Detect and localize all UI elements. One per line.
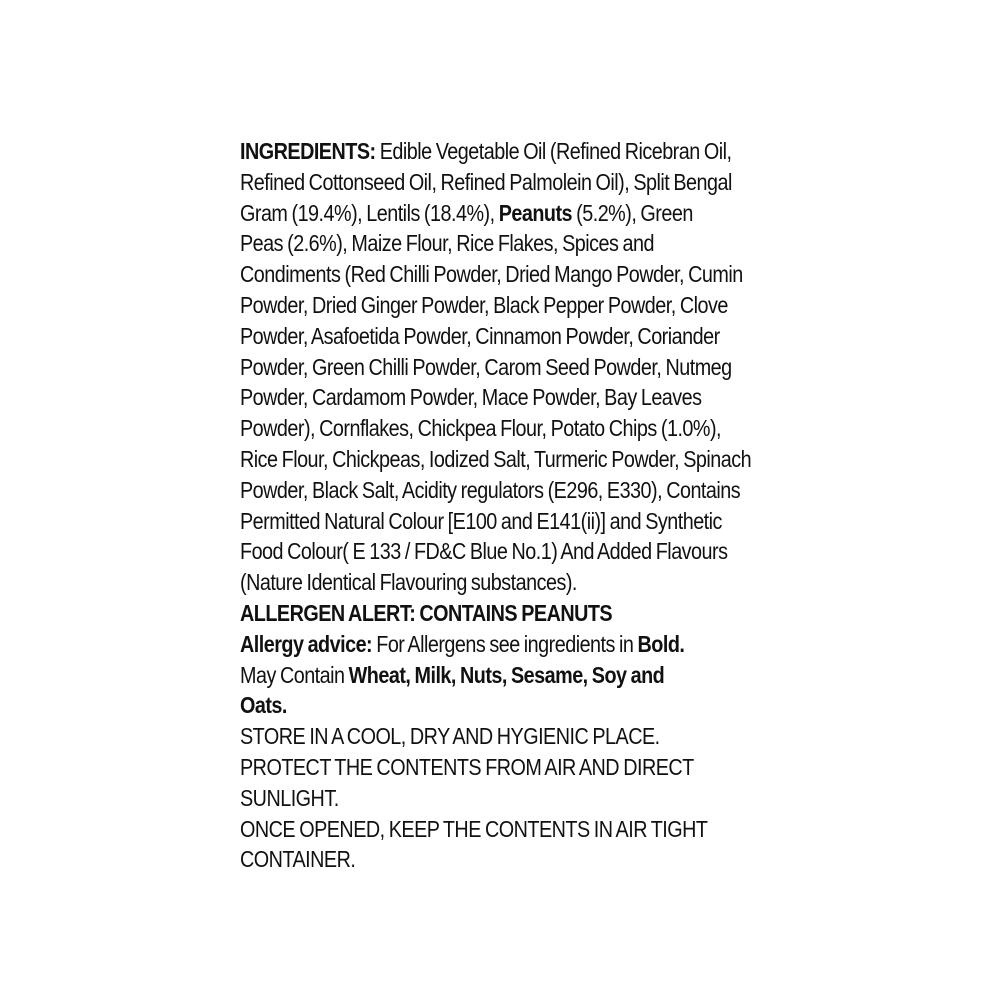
ingredients-line: Gram (19.4%), Lentils (18.4%), Peanuts (5.2%), Green (240, 199, 693, 226)
storage-line: SUNLIGHT. (240, 784, 339, 811)
ingredients-line: Peas (2.6%), Maize Flour, Rice Flakes, Spices and (240, 230, 654, 257)
ingredients-line: Food Colour( E 133 / FD&C Blue No.1) And Added Flavours (240, 538, 728, 565)
peanuts-bold: Peanuts (498, 199, 573, 226)
ingredients-label (240, 136, 752, 875)
allergy-advice: Allergy advice: For Allergens see ingredients in Bold. (240, 630, 685, 657)
may-contain-continued: Oats. (240, 692, 287, 719)
allergen-alert: ALLERGEN ALERT: CONTAINS PEANUTS (240, 599, 613, 626)
ingredients-line: Powder, Green Chilli Powder, Carom Seed Powder, Nutmeg (240, 353, 732, 380)
storage-line: PROTECT THE CONTENTS FROM AIR AND DIRECT (240, 753, 694, 780)
ingredients-line: INGREDIENTS: Edible Vegetable Oil (Refined Ricebran Oil, (240, 138, 732, 164)
ingredients-line: Powder, Cardamom Powder, Mace Powder, Bay Leaves (240, 384, 702, 411)
ingredients-line: Permitted Natural Colour [E100 and E141(ii)] and Synthetic (240, 507, 722, 534)
ingredients-line: Powder, Asafoetida Powder, Cinnamon Powder, Coriander (240, 322, 720, 349)
storage-line: ONCE OPENED, KEEP THE CONTENTS IN AIR TIGHT (240, 815, 708, 842)
ingredients-line: Rice Flour, Chickpeas, Iodized Salt, Turmeric Powder, Spinach (240, 445, 752, 472)
ingredients-heading: INGREDIENTS: (240, 138, 376, 164)
ingredients-line: Powder, Black Salt, Acidity regulators (E296, E330), Contains (240, 476, 741, 503)
ingredients-line: Powder), Cornflakes, Chickpea Flour, Potato Chips (1.0%), (240, 415, 722, 442)
storage-line: CONTAINER. (240, 846, 356, 873)
may-contain: May Contain Wheat, Milk, Nuts, Sesame, Soy and (240, 661, 665, 688)
ingredients-line: Powder, Dried Ginger Powder, Black Pepper Powder, Clove (240, 291, 728, 318)
ingredients-line: Condiments (Red Chilli Powder, Dried Mango Powder, Cumin (240, 261, 743, 288)
ingredients-line: (Nature Identical Flavouring substances). (240, 569, 577, 596)
ingredients-line: Refined Cottonseed Oil, Refined Palmolein Oil), Split Bengal (240, 168, 732, 195)
storage-line: STORE IN A COOL, DRY AND HYGIENIC PLACE. (240, 723, 660, 750)
allergy-advice-label: Allergy advice: (240, 630, 373, 657)
